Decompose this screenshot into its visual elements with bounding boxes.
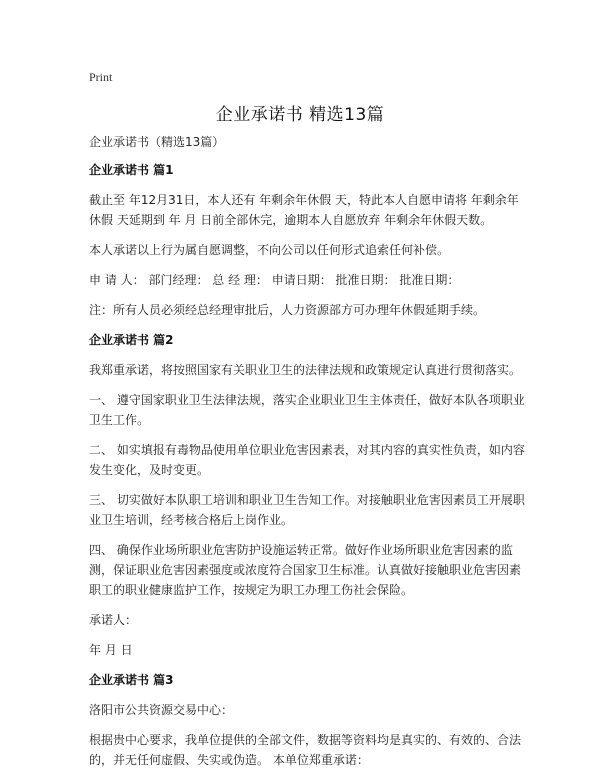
section-1-paragraph: 本人承诺以上行为属自愿调整，不向公司以任何形式追索任何补偿。	[89, 243, 450, 257]
document-subtitle: 企业承诺书（精选13篇）	[89, 135, 225, 149]
section-1-paragraph: 注：所有人员必须经总经理审批后，人力资源部方可办理年休假延期手续。	[89, 303, 486, 317]
section-1-paragraph: 申 请 人： 部门经理： 总 经 理： 申请日期： 批准日期： 批准日期：	[89, 273, 460, 287]
document-body	[89, 132, 529, 776]
section-1-heading: 企业承诺书 篇1	[89, 163, 174, 177]
section-2-paragraph: 一、 遵守国家职业卫生法律法规，落实企业职业卫生主体责任，做好本队各项职业卫生工作。	[89, 393, 525, 427]
section-2-paragraph: 年 月 日	[89, 643, 133, 657]
section-2-heading: 企业承诺书 篇2	[89, 333, 174, 347]
section-2-paragraph: 我郑重承诺，将按照国家有关职业卫生的法律法规和政策规定认真进行贯彻落实。	[89, 363, 522, 377]
page-title: 企业承诺书 精选13篇	[215, 105, 385, 125]
section-1-paragraph: 截止至 年12月31日，本人还有 年剩余年休假 天，特此本人自愿申请将 年剩余年休假 天延期到 年 月 日前全部休完，逾期本人自愿放弃 年剩余年休假天数。	[89, 193, 519, 227]
section-2-paragraph: 四、 确保作业场所职业危害防护设施运转正常。做好作业场所职业危害因素的监测，保证职业危害因素强度或浓度符合国家卫生标准。认真做好接触职业危害因素职工的职业健康监护工作，按规定为职工办理工伤社会保险。	[89, 543, 522, 597]
section-3-heading: 企业承诺书 篇3	[89, 673, 174, 687]
section-2-paragraph: 三、 切实做好本队职工培训和职业卫生告知工作。对接触职业危害因素员工开展职业卫生培训，经考核合格后上岗作业。	[89, 493, 525, 527]
section-2-paragraph: 二、 如实填报有毒物品使用单位职业危害因素表，对其内容的真实性负责，如内容发生变化，及时变更。	[89, 443, 525, 477]
print-link[interactable]: Print	[89, 70, 113, 84]
section-3-paragraph: 洛阳市公共资源交易中心：	[89, 703, 234, 717]
section-3-paragraph: 根据贵中心要求，我单位提供的全部文件，数据等资料均是真实的、有效的、合法的，并无任何虚假、失实或伪造。 本单位郑重承诺：	[89, 733, 522, 767]
section-2-paragraph: 承诺人：	[89, 613, 138, 627]
